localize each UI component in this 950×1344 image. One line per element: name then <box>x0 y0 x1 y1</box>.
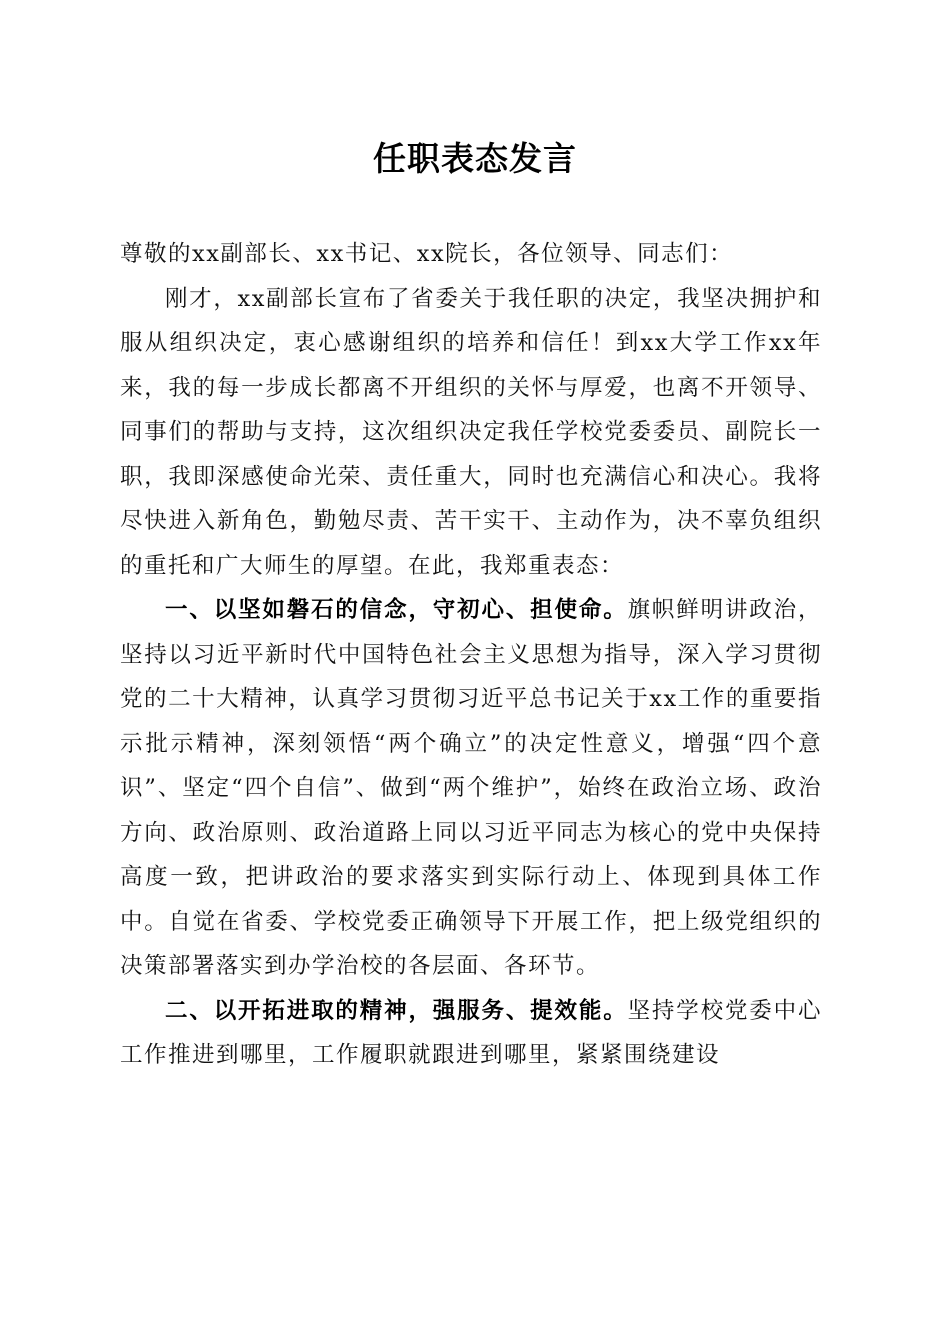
document-body <box>120 232 822 1078</box>
salutation: 尊敬的xx副部长、xx书记、xx院长，各位领导、同志们： <box>120 241 734 267</box>
document-title: 任职表态发言 <box>373 139 577 178</box>
section-2-text: 坚持学校党委中心工作推进到哪里，工作履职就跟进到哪里，紧紧围绕建设 <box>120 997 822 1068</box>
section-2-paragraph <box>120 989 822 1078</box>
section-1-heading: 一、以坚如磐石的信念，守初心、担使命。 <box>165 597 628 623</box>
section-2-heading: 二、以开拓进取的精神，强服务、提效能。 <box>165 997 628 1024</box>
section-1-text: 旗帜鲜明讲政治，坚持以习近平新时代中国特色社会主义思想为指导，深入学习贯彻党的二十大精神，认真学习贯彻习近平总书记关于xx工作的重要指示批示精神，深刻领悟“两个确立”的决定性意义，增强“四个意识”、坚定“四个自信”、做到“两个维护”，始终在政治立场、政治方向、政治原则、政治道路上同以习近平同志为核心的党中央保持高度一致，把讲政治的要求落实到实际行动上、体现到具体工作中。自觉在省委、学校党委正确领导下开展工作，把上级党组织的决策部署落实到办学治校的各层面、各环节。 <box>120 597 822 979</box>
paragraph-intro: 刚才，xx副部长宣布了省委关于我任职的决定，我坚决拥护和服从组织决定，衷心感谢组织的培养和信任！到xx大学工作xx年来，我的每一步成长都离不开组织的关怀与厚爱，也离不开领导、同事们的帮助与支持，这次组织决定我任学校党委委员、副院长一职，我即深感使命光荣、责任重大，同时也充满信心和决心。我将尽快进入新角色，勤勉尽责、苦干实干、主动作为，决不辜负组织的重托和广大师生的厚望。在此，我郑重表态： <box>120 285 822 579</box>
section-1-paragraph <box>120 588 822 989</box>
